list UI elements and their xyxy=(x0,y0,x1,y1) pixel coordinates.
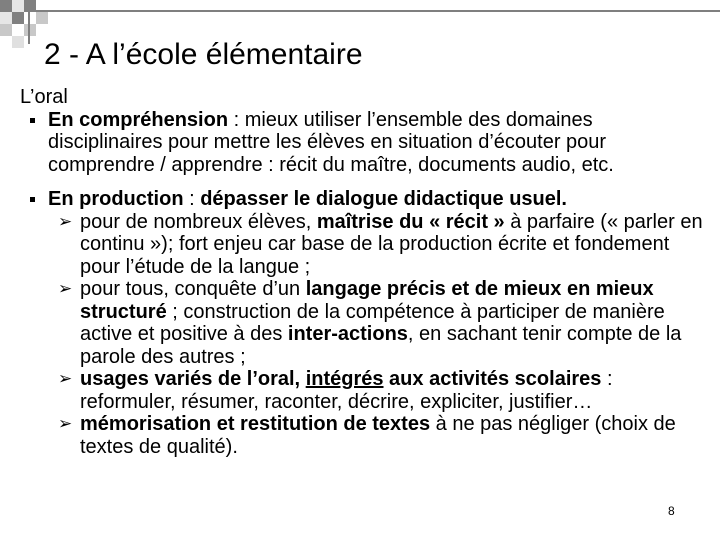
sub-bullet-underlined: intégrés xyxy=(305,368,384,390)
sub-bullet-usages xyxy=(20,368,710,413)
sub-bullet-langage xyxy=(20,278,710,368)
slide-title: 2 - A l’école élémentaire xyxy=(44,38,363,71)
slide-content xyxy=(20,86,710,458)
arrow-bullet-icon: ➢ xyxy=(58,211,73,231)
arrow-bullet-icon: ➢ xyxy=(58,369,73,388)
sub-bullet-bold: langage précis et de mieux en mieux structuré xyxy=(80,278,654,323)
bullet-text: : xyxy=(183,188,201,210)
bullet-bold: dépasser le dialogue didactique usuel. xyxy=(200,188,567,210)
bullet-production xyxy=(20,188,710,211)
square-bullet-icon xyxy=(30,197,35,202)
sub-bullet-text: à ne pas négliger (choix de textes de qualité). xyxy=(80,413,676,458)
bullet-bold: En compréhension xyxy=(48,108,229,131)
sub-bullet-text: : reformuler, résumer, raconter, décrire, expliciter, justifier… xyxy=(80,368,613,413)
bullet-comprehension xyxy=(20,109,710,177)
sub-bullet-bold: mémorisation et restitution de textes xyxy=(80,413,431,435)
sub-bullet-bold: maîtrise du « récit » xyxy=(316,210,505,233)
sub-bullet-bold: inter-actions xyxy=(287,323,408,345)
bullet-text: : mieux utiliser l’ensemble des domaines disciplinaires pour mettre les élèves en situation d’écouter pour comprendre / apprendre : récit du maître, documents audio, etc. xyxy=(48,108,614,176)
sub-bullet-bold: usages variés de l’oral, xyxy=(80,368,306,390)
title-rule-tick xyxy=(28,10,30,44)
sub-bullet-bold: aux activités scolaires xyxy=(383,368,602,390)
sub-bullet-recit xyxy=(20,211,710,279)
arrow-bullet-icon: ➢ xyxy=(58,279,73,298)
sub-bullet-memorisation xyxy=(20,413,710,458)
bullet-bold: En production xyxy=(48,188,184,210)
arrow-bullet-icon: ➢ xyxy=(58,414,73,433)
page-number: 8 xyxy=(668,504,675,518)
title-rule xyxy=(28,10,720,12)
square-bullet-icon xyxy=(30,118,35,123)
sub-bullet-text: pour de nombreux élèves, xyxy=(80,210,317,233)
sub-bullet-text: à parfaire (« parler en continu »); fort enjeu car base de la production écrite et fondement pour l’étude de la langue ; xyxy=(80,210,703,278)
sub-bullet-text: pour tous, conquête d’un xyxy=(80,278,306,300)
sub-bullet-text: ; construction de la compétence à participer de manière active et positive à des xyxy=(80,300,665,345)
sub-bullet-text: , en sachant tenir compte de la parole des autres ; xyxy=(80,323,682,368)
section-heading: L’oral xyxy=(20,86,68,108)
